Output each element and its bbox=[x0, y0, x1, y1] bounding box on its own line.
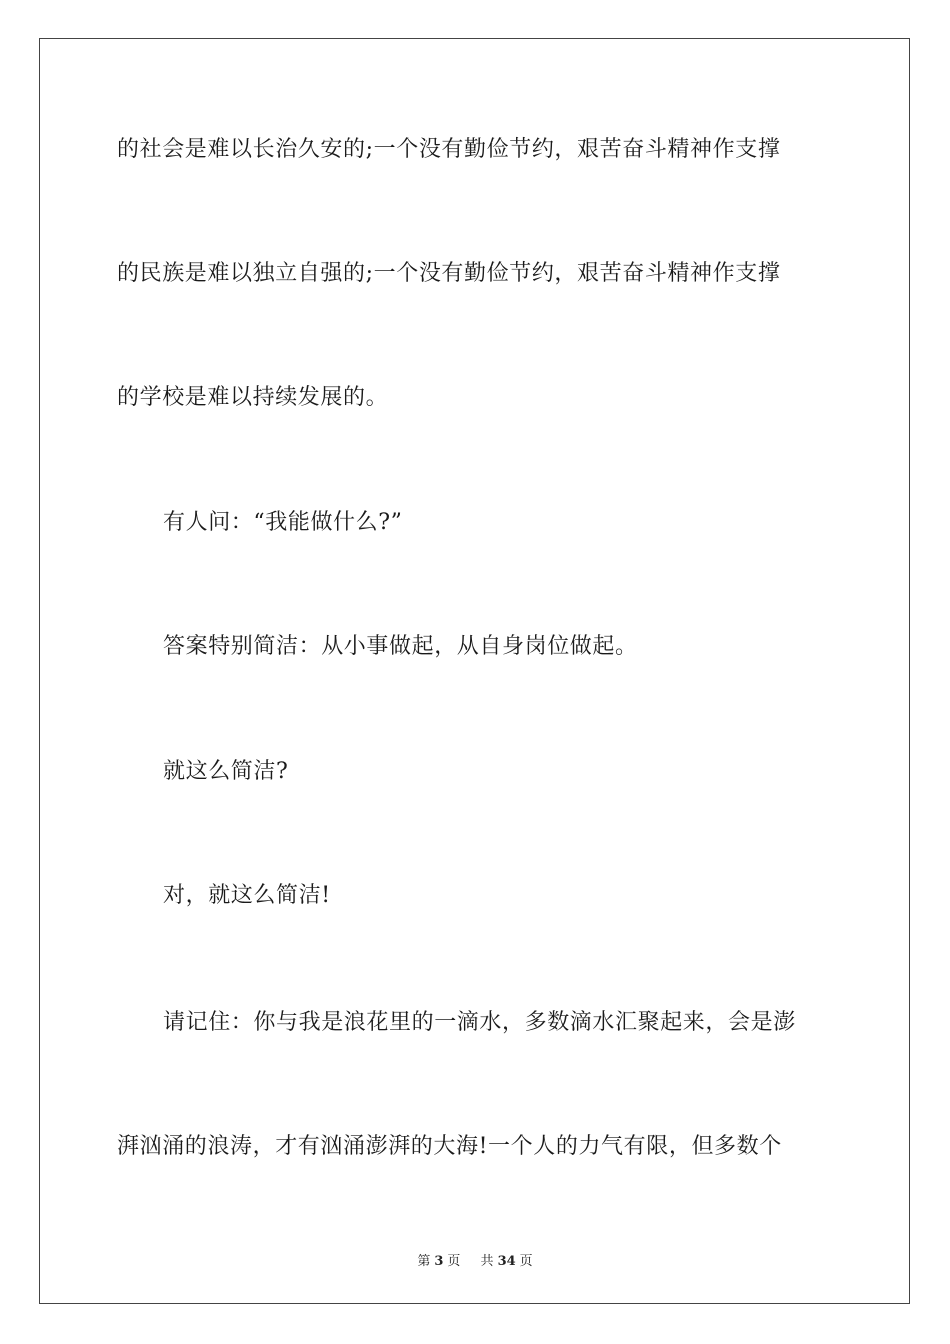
page-indicator bbox=[413, 1254, 464, 1269]
page-footer bbox=[0, 1250, 950, 1269]
body-line-continuation: 湃汹涌的浪涛，才有汹涌澎湃的大海!一个人的力气有限，但多数个 bbox=[117, 1134, 782, 1159]
total-prefix: 共 bbox=[480, 1254, 494, 1269]
total-pages: 34 bbox=[497, 1254, 516, 1269]
paragraph-question: 有人问：“我能做什么?” bbox=[163, 510, 403, 535]
body-line-2: 的民族是难以独立自强的;一个没有勤俭节约，艰苦奋斗精神作支撑 bbox=[117, 261, 781, 286]
paragraph-answer: 答案特别简洁：从小事做起，从自身岗位做起。 bbox=[163, 634, 638, 659]
paragraph-remember: 请记住：你与我是浪花里的一滴水，多数滴水汇聚起来，会是澎 bbox=[163, 1010, 796, 1035]
body-line-3: 的学校是难以持续发展的。 bbox=[117, 385, 389, 410]
page-frame bbox=[39, 38, 910, 1304]
total-indicator bbox=[477, 1254, 537, 1269]
total-suffix: 页 bbox=[519, 1254, 533, 1269]
page-prefix: 第 bbox=[417, 1254, 431, 1269]
page-number: 3 bbox=[434, 1254, 444, 1269]
paragraph-so-simple-question: 就这么简洁? bbox=[163, 759, 289, 784]
paragraph-so-simple-answer: 对，就这么简洁! bbox=[163, 883, 331, 908]
body-line-1: 的社会是难以长治久安的;一个没有勤俭节约，艰苦奋斗精神作支撑 bbox=[117, 137, 781, 162]
page-suffix: 页 bbox=[447, 1254, 461, 1269]
